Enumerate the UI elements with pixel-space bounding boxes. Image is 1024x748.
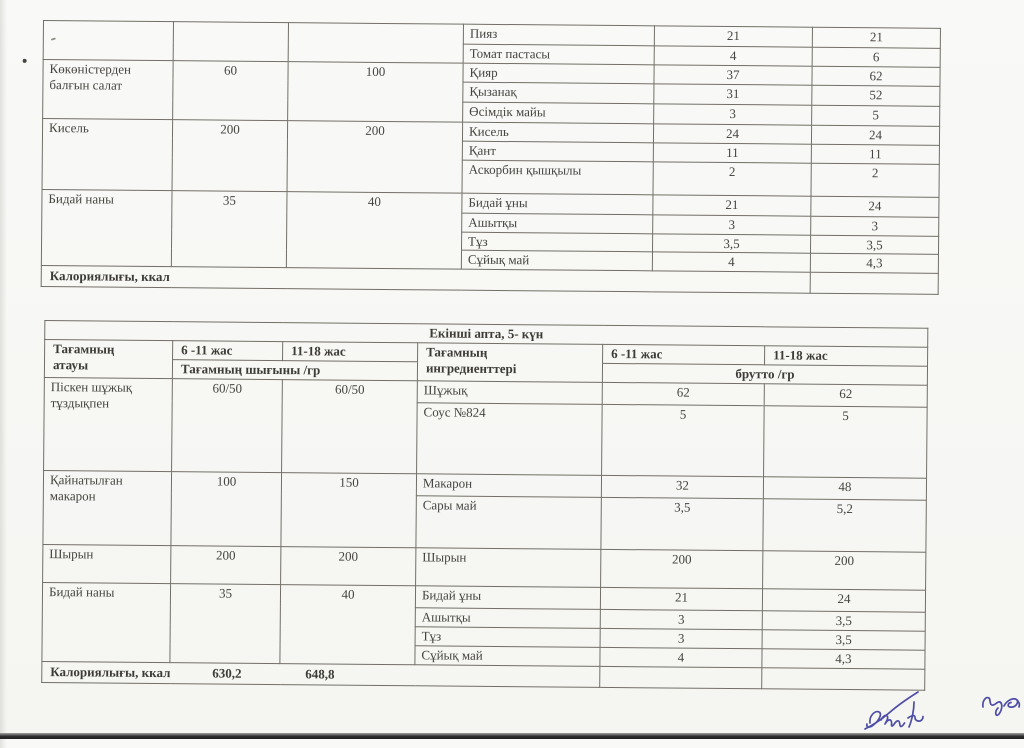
calories-summary-cell	[42, 661, 600, 687]
calories-value-6-11: 630,2	[212, 665, 242, 681]
ingredient-name-cell: Аскорбин қышқылы	[462, 160, 653, 195]
dish-name-cell: Піскен шұжық тұздықпен	[44, 377, 173, 471]
scanner-bottom-edge	[0, 733, 1024, 739]
dish-output-11-18: 40	[280, 584, 416, 664]
signature-1	[858, 690, 952, 732]
ingredient-name-cell: Ашытқы	[415, 607, 600, 628]
ingredient-name-cell: Кисель	[462, 122, 653, 143]
dish-name-cell: Бидай наны	[41, 189, 172, 267]
ingredient-qty-6-11: 21	[654, 26, 812, 47]
ink-dot-mark	[23, 59, 27, 63]
ingredient-qty-6-11: 3	[600, 609, 762, 629]
ingredient-qty-11-18: 6	[812, 47, 940, 67]
dish-output-6-11: 35	[171, 190, 287, 268]
ingredient-qty-6-11: 4	[654, 46, 812, 66]
ingredient-qty-11-18: 4,3	[762, 649, 925, 669]
dish-name-cell: Көкөністерден балғын салат	[43, 59, 174, 119]
ingredient-name-cell: Өсімдік майы	[463, 102, 654, 124]
ingredient-qty-11-18: 5,2	[763, 499, 926, 552]
ingredient-name-cell: Шұжық	[417, 380, 602, 404]
ingredient-name-cell: Ашытқы	[462, 213, 653, 234]
dish-name-cell: Бидай наны	[42, 582, 171, 662]
dish-output-11-18: 200	[287, 120, 463, 192]
ingredient-qty-11-18: 62	[764, 384, 927, 407]
dish-output-6-11: 60/50	[172, 378, 283, 472]
ingredient-qty-11-18: 24	[811, 125, 939, 145]
ingredient-name-cell: Томат пастасы	[463, 44, 654, 65]
dish-output-11-18: 60/50	[282, 379, 418, 473]
menu-table-continued	[41, 20, 941, 295]
ingredient-qty-6-11: 62	[602, 382, 764, 405]
ingredient-qty-6-11: 37	[654, 65, 812, 85]
dish-output-11-18: 40	[286, 191, 462, 269]
ingredient-name-cell: Бидай ұны	[462, 193, 653, 215]
dish-output-6-11: 200	[171, 545, 281, 584]
ingredient-name-cell: Сұйық май	[415, 645, 600, 666]
ingredient-name-cell: Соус №824	[417, 402, 603, 475]
ingredient-name-cell: Бидай ұны	[415, 585, 600, 609]
ingredient-qty-6-11: 2	[653, 162, 811, 196]
ingredient-qty-6-11: 21	[653, 195, 811, 216]
ingredient-qty-6-11: 3	[600, 628, 762, 648]
ingredient-qty-6-11: 11	[653, 143, 811, 163]
ingredient-qty-6-11: 24	[653, 124, 811, 144]
ingredient-qty-11-18: 200	[763, 551, 926, 590]
col-header-age-11-18: 11-18 жас	[283, 341, 418, 361]
ingredient-qty-11-18: 52	[812, 85, 940, 106]
ingredient-name-cell: Макарон	[416, 473, 601, 497]
ingredient-qty-6-11: 32	[601, 475, 763, 498]
ingredient-qty-6-11: 21	[600, 587, 762, 610]
calories-label: Калориялығы, ккал	[41, 266, 810, 294]
ingredient-qty-6-11: 200	[601, 549, 763, 588]
col-header-ingredients: Тағамның ингредиенттері	[417, 343, 602, 382]
dish-output-6-11: 35	[170, 583, 281, 663]
dish-name-cell	[43, 21, 173, 61]
calories-value-11-18: 648,8	[305, 666, 335, 682]
calories-empty-cell-2	[762, 668, 925, 690]
ingredient-qty-11-18: 24	[762, 589, 925, 612]
ingredient-qty-11-18: 5	[764, 406, 928, 478]
ingredient-name-cell: Қант	[462, 141, 653, 162]
ingredient-name-cell: Тұз	[462, 232, 653, 253]
ingredient-qty-11-18: 62	[812, 66, 940, 86]
calories-empty-cell-1	[600, 666, 762, 688]
ingredient-qty-11-18: 3,5	[762, 611, 925, 631]
ingredient-qty-11-18: 3,5	[810, 235, 938, 255]
dish-output-6-11: 100	[171, 471, 282, 546]
ingredient-qty-6-11: 3,5	[601, 497, 763, 550]
ingredient-qty-11-18: 21	[812, 27, 940, 48]
ingredient-qty-6-11: 4	[652, 252, 810, 272]
dish-output-6-11: 200	[172, 119, 288, 191]
col-subheader-brutto-grams: брутто /гр	[602, 363, 927, 385]
dish-output-11-18: 100	[288, 62, 464, 123]
col-header-dish-name: Тағамның атауы	[44, 339, 172, 378]
dish-name-cell: Қайнатылған макарон	[43, 470, 172, 545]
ingredient-name-cell: Пияз	[463, 24, 654, 46]
ingredient-qty-6-11: 4	[600, 647, 762, 667]
calories-empty-cell	[810, 273, 938, 295]
col-subheader-output-grams: Тағамның шығыны /гр	[172, 360, 417, 381]
calories-label: Калориялығы, ккал	[50, 663, 171, 680]
dish-output-11-18: 150	[281, 472, 417, 547]
ingredient-qty-11-18: 4,3	[810, 254, 938, 274]
dish-name-cell: Кисель	[42, 118, 173, 190]
ingredient-qty-11-18: 24	[811, 196, 939, 217]
dish-name-cell: Шырын	[43, 544, 171, 583]
ingredient-qty-6-11: 3,5	[652, 233, 810, 253]
ingredient-qty-11-18: 2	[811, 163, 939, 197]
ingredient-name-cell: Сары май	[416, 495, 601, 549]
ingredient-name-cell: Қияр	[463, 63, 654, 84]
ingredient-qty-11-18: 11	[811, 144, 939, 164]
ingredient-qty-6-11: 5	[602, 404, 765, 476]
ingredient-name-cell: Қызанақ	[463, 82, 654, 104]
table-title: Екінші апта, 5- күн	[45, 321, 928, 348]
ingredient-name-cell: Тұз	[415, 626, 600, 647]
dish-output-11-18	[288, 23, 463, 63]
dish-output-6-11: 60	[173, 60, 289, 120]
ingredient-qty-11-18: 3	[811, 216, 939, 236]
col-header-age-11-18-brutto: 11-18 жас	[765, 346, 928, 366]
menu-table-week2-day5	[41, 320, 928, 690]
dish-output-11-18: 200	[281, 546, 416, 585]
ingredient-qty-6-11: 3	[653, 215, 811, 235]
col-header-age-6-11: 6 -11 жас	[173, 341, 283, 361]
ingredient-qty-11-18: 48	[763, 477, 926, 500]
ingredient-qty-11-18: 3,5	[762, 630, 925, 650]
ingredient-name-cell: Сұйық май	[461, 251, 652, 272]
dish-output-6-11	[173, 22, 288, 62]
signature-2	[978, 693, 1024, 725]
ingredient-qty-6-11: 3	[654, 104, 812, 125]
ingredient-qty-11-18: 5	[812, 105, 940, 126]
ingredient-qty-6-11: 31	[654, 84, 812, 105]
col-header-age-6-11-brutto: 6 -11 жас	[603, 344, 765, 364]
ingredient-name-cell: Шырын	[416, 547, 601, 587]
